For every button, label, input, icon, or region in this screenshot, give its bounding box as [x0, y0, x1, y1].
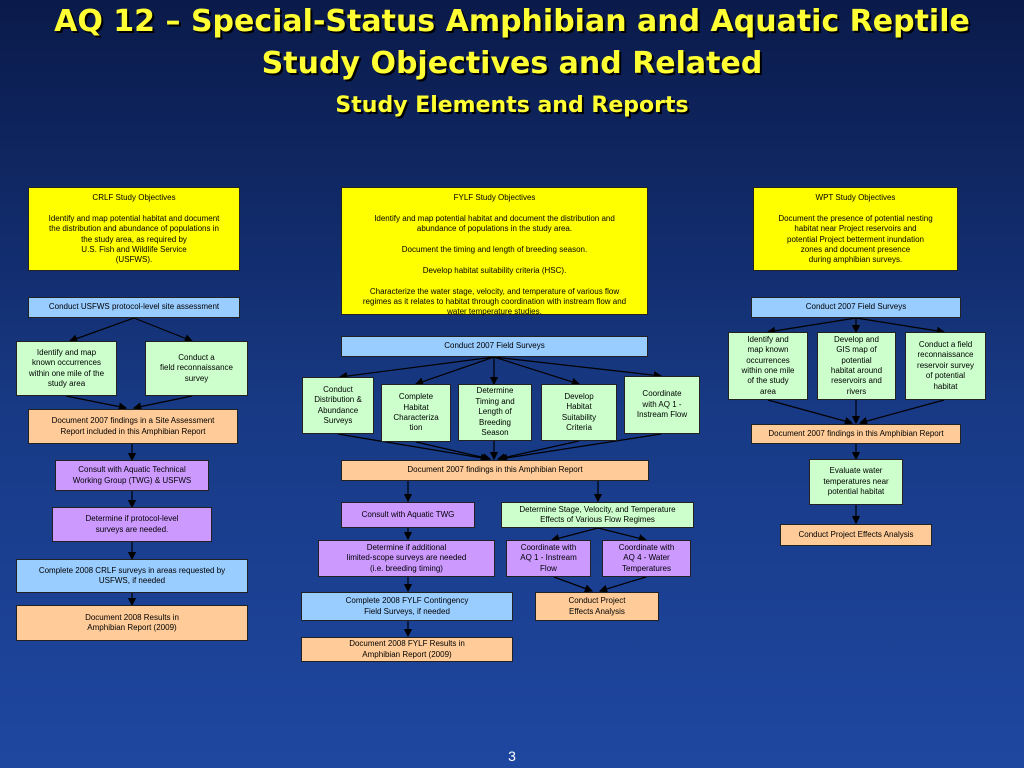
fylf-document-2007-findings: Document 2007 findings in this Amphibian Report [341, 460, 649, 481]
fylf-habitat-suitability-criteria: Develop Habitat Suitability Criteria [541, 384, 617, 441]
crlf-determine-protocol-surveys: Determine if protocol-level surveys are needed. [52, 507, 212, 542]
wpt-conduct-2007-field-surveys: Conduct 2007 Field Surveys [751, 297, 961, 318]
fylf-coordinate-aq4: Coordinate with AQ 4 - Water Temperatures [602, 540, 691, 577]
wpt-gis-map-habitat: Develop and GIS map of potential habitat around reservoirs and rivers [817, 332, 896, 400]
wpt-document-2007-findings: Document 2007 findings in this Amphibian Report [751, 424, 961, 444]
wpt-field-reconnaissance: Conduct a field reconnaissance reservoir survey of potential habitat [905, 332, 986, 400]
crlf-document-2008-results: Document 2008 Results in Amphibian Report (2009) [16, 605, 248, 641]
crlf-document-2007-findings: Document 2007 findings in a Site Assessment Report included in this Amphibian Report [28, 409, 238, 444]
fylf-breeding-season-timing: Determine Timing and Length of Breeding Season [458, 384, 532, 441]
fylf-conduct-2007-field-surveys: Conduct 2007 Field Surveys [341, 336, 648, 357]
fylf-document-2008-results: Document 2008 FYLF Results in Amphibian Report (2009) [301, 637, 513, 662]
wpt-project-effects-analysis: Conduct Project Effects Analysis [780, 524, 932, 546]
crlf-identify-map-occurrences: Identify and map known occurrences within one mile of the study area [16, 341, 117, 396]
page-number: 3 [508, 748, 516, 764]
crlf-consult-twg: Consult with Aquatic Technical Working Group (TWG) & USFWS [55, 460, 209, 491]
title-line-2: Study Objectives and Related [261, 46, 763, 81]
title-line-1: AQ 12 – Special-Status Amphibian and Aquatic Reptile [54, 4, 970, 39]
wpt-identify-map-occurrences: Identify and map known occurrences within one mile of the study area [728, 332, 808, 400]
crlf-complete-2008-surveys: Complete 2008 CRLF surveys in areas requested by USFWS, if needed [16, 559, 248, 593]
wpt-evaluate-water-temperatures: Evaluate water temperatures near potential habitat [809, 459, 903, 505]
fylf-distribution-abundance-surveys: Conduct Distribution & Abundance Surveys [302, 377, 374, 434]
fylf-coordinate-aq1: Coordinate with AQ 1 - Instream Flow [624, 376, 700, 434]
fylf-habitat-characterization: Complete Habitat Characteriza tion [381, 384, 451, 442]
fylf-project-effects-analysis: Conduct Project Effects Analysis [535, 592, 659, 621]
crlf-site-assessment: Conduct USFWS protocol-level site assessment [28, 297, 240, 318]
fylf-determine-additional-surveys: Determine if additional limited-scope surveys are needed (i.e. breeding timing) [318, 540, 495, 577]
fylf-complete-2008-contingency-surveys: Complete 2008 FYLF Contingency Field Surveys, if needed [301, 592, 513, 621]
fylf-study-objectives: FYLF Study Objectives Identify and map potential habitat and document the distribution and abundance of populations in the study area. Document the timing and length of breeding season. Develop habitat suitability criteria (HSC). Characterize the water stage, velocity, and temperature of various flow regimes as it relates to habitat through coordination with instream flow and water temperature studies. [341, 187, 648, 315]
fylf-consult-aquatic-twg: Consult with Aquatic TWG [341, 502, 475, 528]
wpt-study-objectives: WPT Study Objectives Document the presence of potential nesting habitat near Project reservoirs and potential Project betterment inundation zones and document presence during amphibian surveys. [753, 187, 958, 271]
subtitle: Study Elements and Reports [335, 93, 689, 118]
fylf-coordinate-aq1-instream: Coordinate with AQ 1 - Instream Flow [506, 540, 591, 577]
fylf-determine-flow-effects: Determine Stage, Velocity, and Temperature Effects of Various Flow Regimes [501, 502, 694, 528]
crlf-study-objectives: CRLF Study Objectives Identify and map potential habitat and document the distribution and abundance of populations in the study area, as required by U.S. Fish and Wildlife Service (USFWS). [28, 187, 240, 271]
crlf-field-reconnaissance: Conduct a field reconnaissance survey [145, 341, 248, 396]
